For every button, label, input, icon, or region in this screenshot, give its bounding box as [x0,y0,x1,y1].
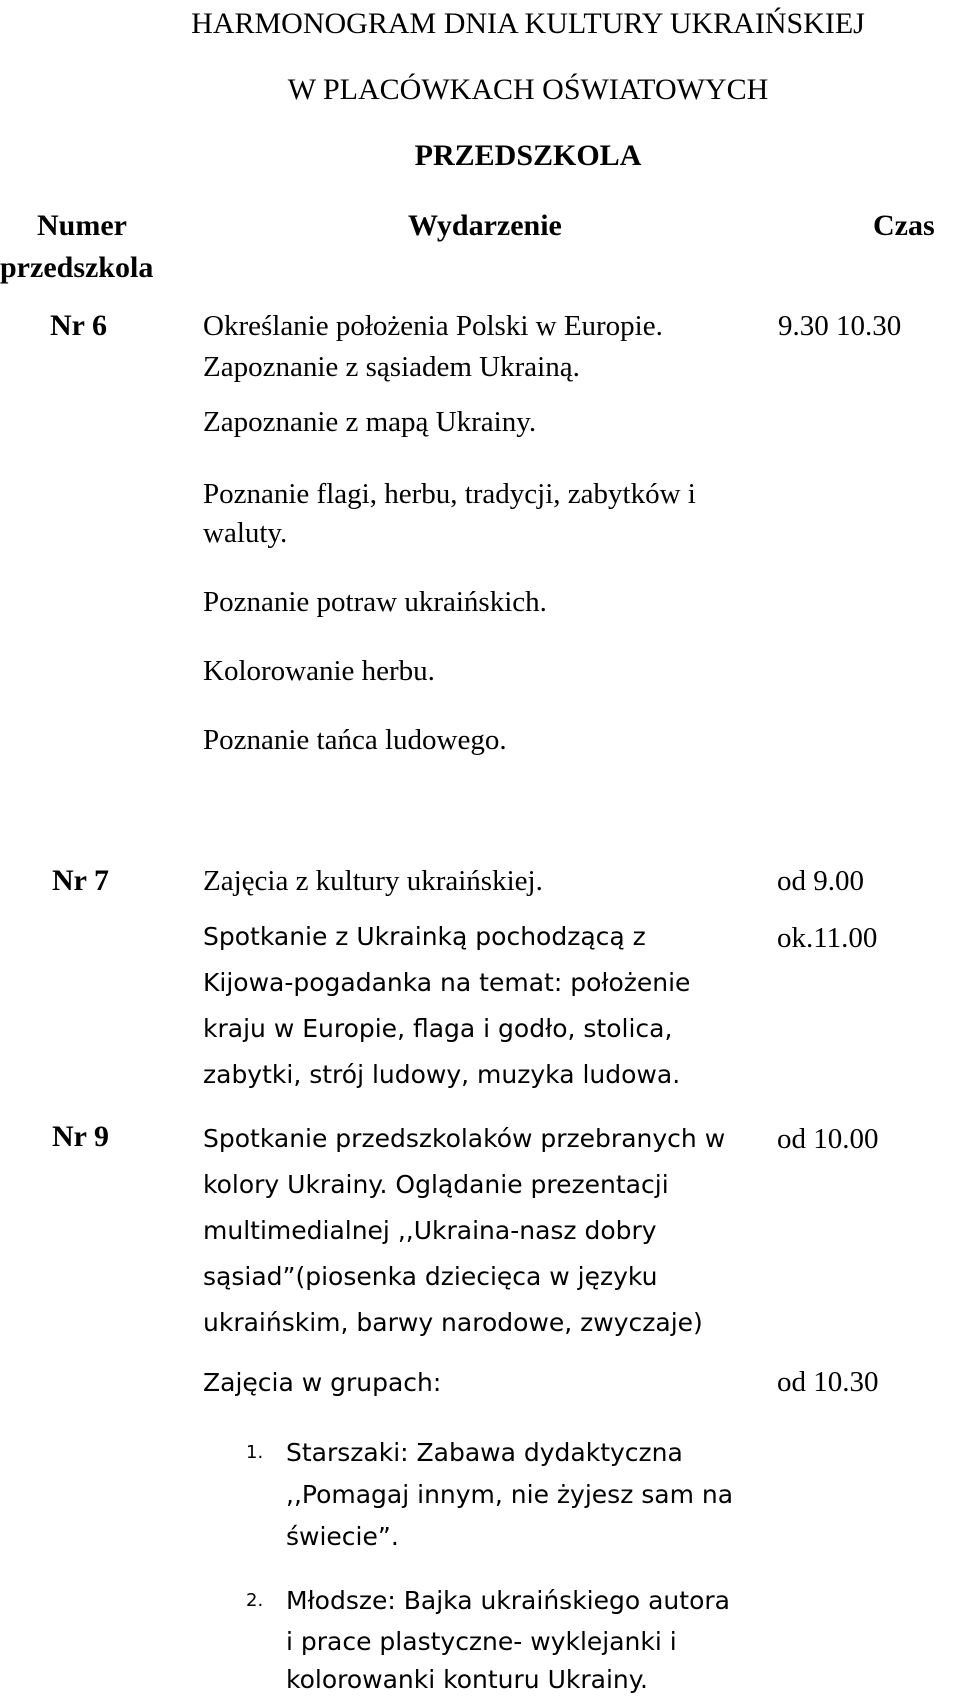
event-line: Spotkanie z Ukrainką pochodzącą z [203,922,646,951]
event-line: Zajęcia z kultury ukraińskiej. [203,865,543,897]
header-number-line2: przedszkola [0,251,154,284]
row-time-nr6: 9.30 10.30 [778,310,902,342]
event-line: ukraińskim, barwy narodowe, zwyczaje) [203,1308,703,1337]
event-line: kolory Ukrainy. Oglądanie prezentacji [203,1170,669,1199]
event-line: kraju w Europie, flaga i godło, stolica, [203,1014,673,1043]
event-line: Kijowa-pogadanka na temat: położenie [203,968,691,997]
event-line: waluty. [203,517,288,549]
event-line: Spotkanie przedszkolaków przebranych w [203,1124,726,1153]
event-line: Kolorowanie herbu. [203,655,435,687]
event-line: Zapoznanie z sąsiadem Ukrainą. [203,351,580,383]
row-number-nr7: Nr 7 [52,864,109,897]
event-line: Poznanie tańca ludowego. [203,724,507,756]
row-time: od 10.30 [777,1366,879,1398]
header-number-line1: Numer [37,209,127,242]
row-number-nr6: Nr 6 [50,309,107,342]
event-line: Zajęcia w grupach: [203,1368,442,1397]
list-item-line: Młodsze: Bajka ukraińskiego autora [286,1586,730,1615]
list-item-line: kolorowanki konturu Ukrainy. [286,1665,648,1694]
list-item-line: świecie”. [286,1522,399,1551]
event-line: Poznanie potraw ukraińskich. [203,586,547,618]
row-time-nr7: od 9.00 [777,865,864,897]
row-time-nr9: od 10.00 [777,1123,879,1155]
row-number-nr9: Nr 9 [52,1120,109,1153]
event-line: Zapoznanie z mapą Ukrainy. [203,406,537,438]
event-line: Określanie położenia Polski w Europie. [203,310,663,342]
list-item-line: Starszaki: Zabawa dydaktyczna [286,1438,683,1467]
section-heading: PRZEDSZKOLA [414,139,642,172]
event-line: Poznanie flagi, herbu, tradycji, zabytków i [203,478,696,510]
document-title-line2: W PLACÓWKACH OŚWIATOWYCH [287,73,769,106]
header-time: Czas [873,209,935,242]
row-time: ok.11.00 [777,922,878,954]
list-number: 1. [246,1442,264,1463]
list-number: 2. [246,1590,264,1611]
event-line: sąsiad”(piosenka dziecięca w języku [203,1262,658,1291]
document-title-line1: HARMONOGRAM DNIA KULTURY UKRAIŃSKIEJ [191,7,865,40]
event-line: multimedialnej ,,Ukraina-nasz dobry [203,1216,657,1245]
list-item-line: ,,Pomagaj innym, nie żyjesz sam na [286,1480,734,1509]
header-event: Wydarzenie [408,209,562,242]
event-line: zabytki, strój ludowy, muzyka ludowa. [203,1060,681,1089]
list-item-line: i prace plastyczne- wyklejanki i [286,1627,677,1656]
